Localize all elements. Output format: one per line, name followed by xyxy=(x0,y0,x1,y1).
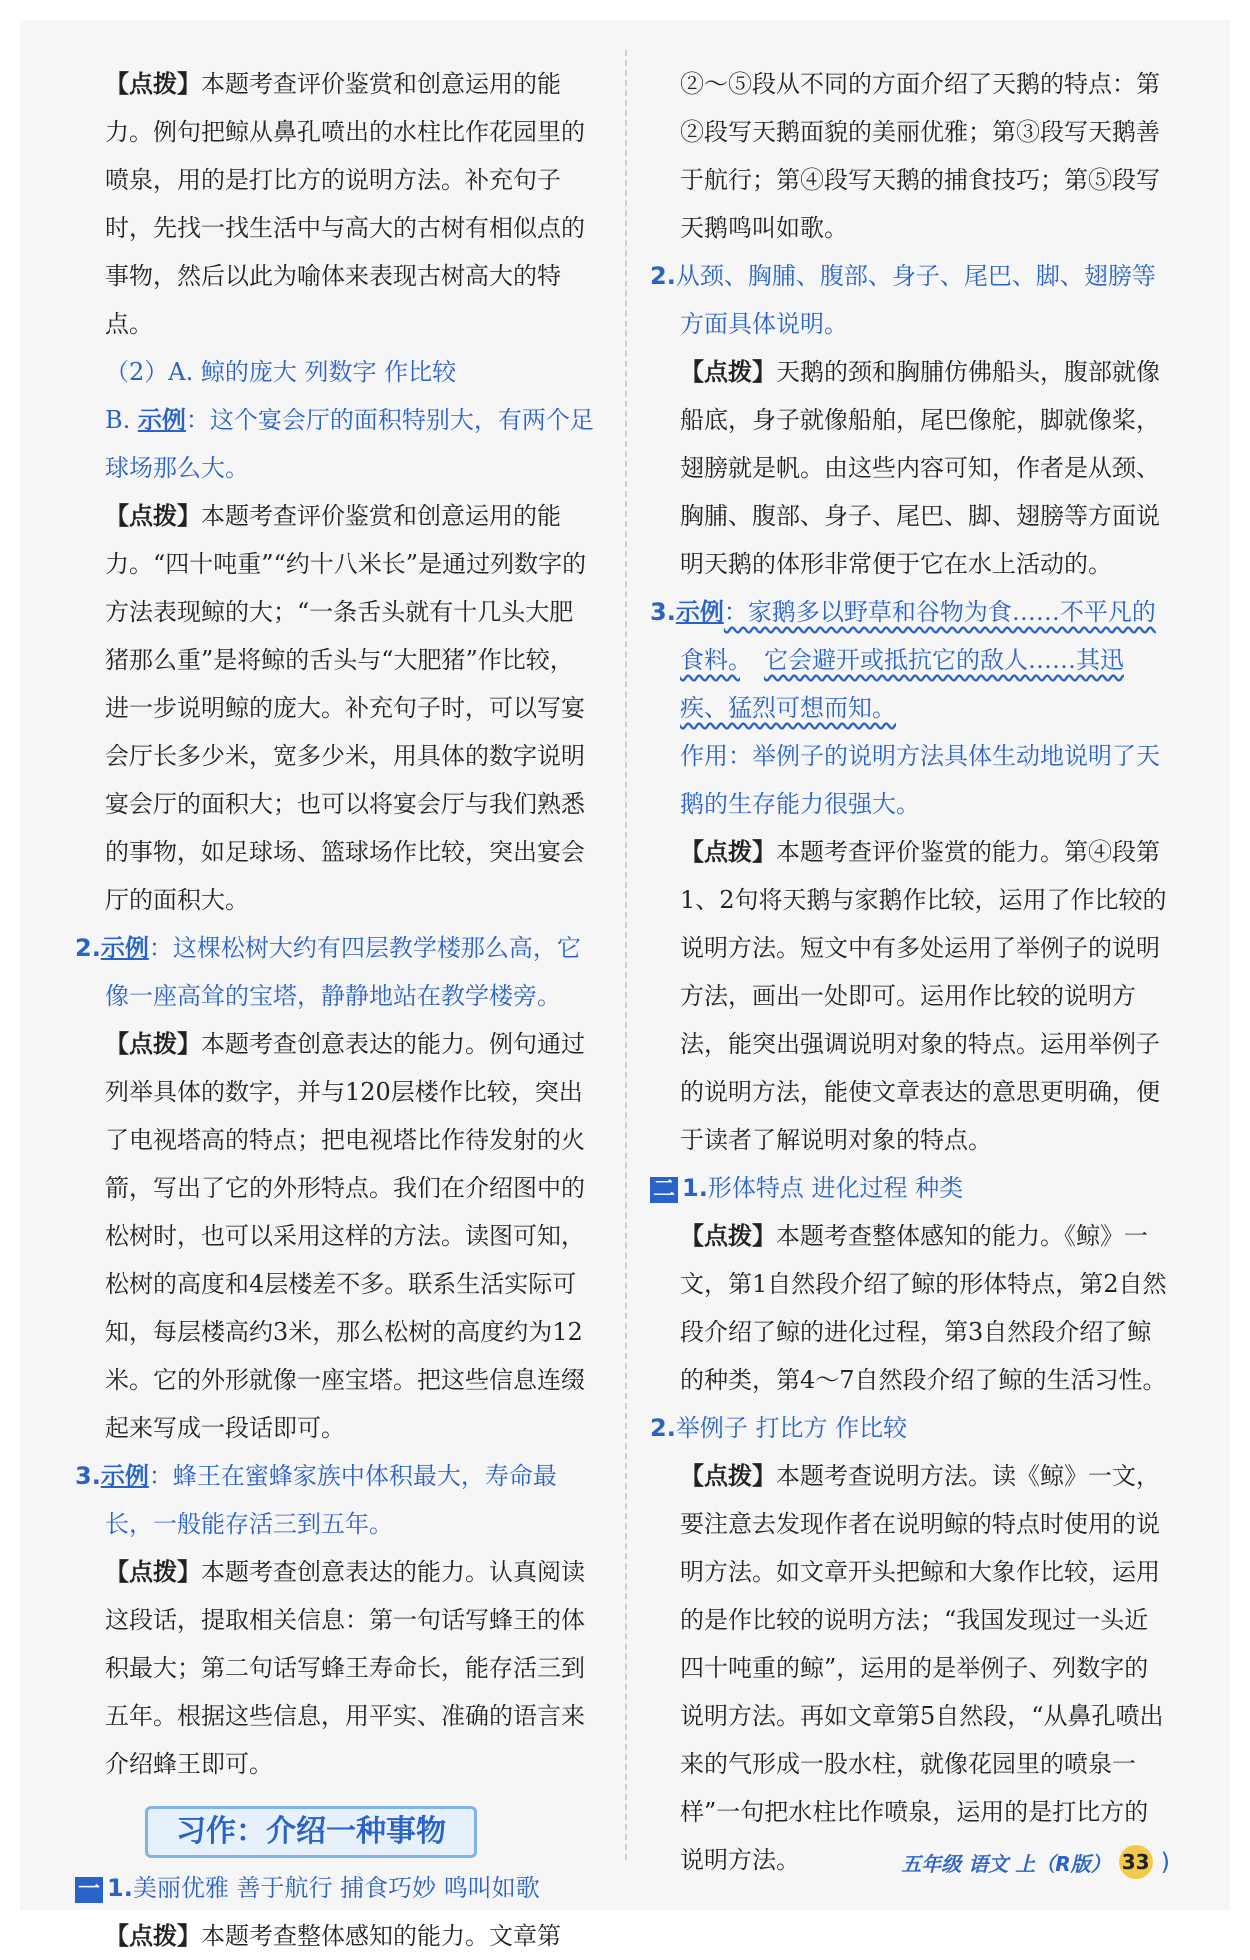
tip-r-paragraph-3: 【点拨】本题考查评价鉴赏的能力。第④段第1、2句将天鹅与家鹅作比较，运用了作比较的说明方法。短文中有多处运用了举例子的说明方法，画出一处即可。运用作比较的说明方法，能突出强调说明对象的特点。运用举例子的说明方法，能使文章表达的意思更明确，便于读者了解说明对象的特点。 xyxy=(680,837,1167,1154)
tip-paragraph-5: 【点拨】本题考查整体感知的能力。文章第 xyxy=(105,1921,561,1950)
tip-r-paragraph-4: 【点拨】本题考查整体感知的能力。《鲸》一文，第1自然段介绍了鲸的形体特点，第2自然段介绍了鲸的进化过程，第3自然段介绍了鲸的种类，第4～7自然段介绍了鲸的生活习性。 xyxy=(680,1221,1167,1394)
answer-2b: B. 示例：这个宴会厅的面积特别大，有两个足球场那么大。 xyxy=(105,405,594,482)
section-badge-1: 一 xyxy=(75,1877,103,1903)
left-column xyxy=(75,60,595,1960)
section-heading: 习作：介绍一种事物 xyxy=(145,1806,477,1858)
tip-paragraph-2: 【点拨】本题考查评价鉴赏和创意运用的能力。“四十吨重”“约十八米长”是通过列数字的方法表现鲸的大；“一条舌头就有十几头大肥猪那么重”是将鲸的舌头与“大肥猪”作比较，进一步说明鲸的庞大。补充句子时，可以写宴会厅长多少米，宽多少米，用具体的数字说明宴会厅的面积大；也可以将宴会厅与我们熟悉的事物，如足球场、篮球场作比较，突出宴会厅的面积大。 xyxy=(105,501,587,914)
answer-r-q3-effect: 作用：举例子的说明方法具体生动地说明了天鹅的生存能力很强大。 xyxy=(680,742,1160,818)
tip-paragraph-4: 【点拨】本题考查创意表达的能力。认真阅读这段话，提取相关信息：第一句话写蜂王的体积最大；第二句话写蜂王寿命长，能存活三到五年。根据这些信息，用平实、准确的语言来介绍蜂王即可。 xyxy=(105,1557,585,1778)
answer-r-q2b: 2.举例子 打比方 作比较 xyxy=(650,1414,908,1442)
answer-q2: 2.示例：这棵松树大约有四层教学楼那么高，它像一座高耸的宝塔，静静地站在教学楼旁。 xyxy=(75,933,581,1010)
section-2-answer: 二 1.形体特点 进化过程 种类 xyxy=(650,1164,1170,1212)
section-badge-2: 二 xyxy=(650,1177,678,1203)
answer-q3: 3.示例：蜂王在蜜蜂家族中体积最大，寿命最长，一般能存活三到五年。 xyxy=(75,1461,557,1538)
tip-continuation: ②～⑤段从不同的方面介绍了天鹅的特点：第②段写天鹅面貌的美丽优雅；第③段写天鹅善于航行；第④段写天鹅的捕食技巧；第⑤段写天鹅鸣叫如歌。 xyxy=(680,70,1160,242)
section-1-answer: 一 1.美丽优雅 善于航行 捕食巧妙 鸣叫如歌 xyxy=(75,1864,595,1912)
page xyxy=(20,20,1230,1950)
answer-2a: （2）A. 鲸的庞大 列数字 作比较 xyxy=(105,358,457,386)
tip-paragraph-1: 【点拨】本题考查评价鉴赏和创意运用的能力。例句把鲸从鼻孔喷出的水柱比作花园里的喷泉，用的是打比方的说明方法。补充句子时，先找一找生活中与高大的古树有相似点的事物，然后以此为喻体来表现古树高大的特点。 xyxy=(105,69,585,338)
page-number: 33 xyxy=(1119,1845,1153,1879)
page-footer xyxy=(901,1842,1170,1882)
answer-r-q3: 3.示例：家鹅多以野草和谷物为食……不平凡的食料。 它会避开或抵抗它的敌人……其迅疾、猛烈可想而知。 xyxy=(650,597,1156,722)
right-column xyxy=(650,60,1170,1884)
column-divider xyxy=(625,50,627,1860)
tip-paragraph-3: 【点拨】本题考查创意表达的能力。例句通过列举具体的数字，并与120层楼作比较，突出了电视塔高的特点；把电视塔比作待发射的火箭，写出了它的外形特点。我们在介绍图中的松树时，也可以采用这样的方法。读图可知，松树的高度和4层楼差不多。联系生活实际可知，每层楼高约3米，那么松树的高度约为12米。它的外形就像一座宝塔。把这些信息连缀起来写成一段话即可。 xyxy=(105,1029,585,1442)
arc-icon: ) xyxy=(1160,1848,1170,1876)
tip-r-paragraph-5: 【点拨】本题考查说明方法。读《鲸》一文，要注意去发现作者在说明鲸的特点时使用的说明方法。如文章开头把鲸和大象作比较，运用的是作比较的说明方法；“我国发现过一头近四十吨重的鲸”，运用的是举例子、列数字的说明方法。再如文章第5自然段，“从鼻孔喷出来的气形成一股水柱，就像花园里的喷泉一样”一句把水柱比作喷泉，运用的是打比方的说明方法。 xyxy=(680,1461,1164,1874)
tip-r-paragraph-2: 【点拨】天鹅的颈和胸脯仿佛船头，腹部就像船底，身子就像船舶，尾巴像舵，脚就像桨，翅膀就是帆。由这些内容可知，作者是从颈、胸脯、腹部、身子、尾巴、脚、翅膀等方面说明天鹅的体形非常便于它在水上活动的。 xyxy=(680,357,1160,578)
book-label: 五年级 语文 上（R版） xyxy=(901,1851,1111,1876)
answer-r-q2: 2.从颈、胸脯、腹部、身子、尾巴、脚、翅膀等方面具体说明。 xyxy=(650,262,1156,338)
